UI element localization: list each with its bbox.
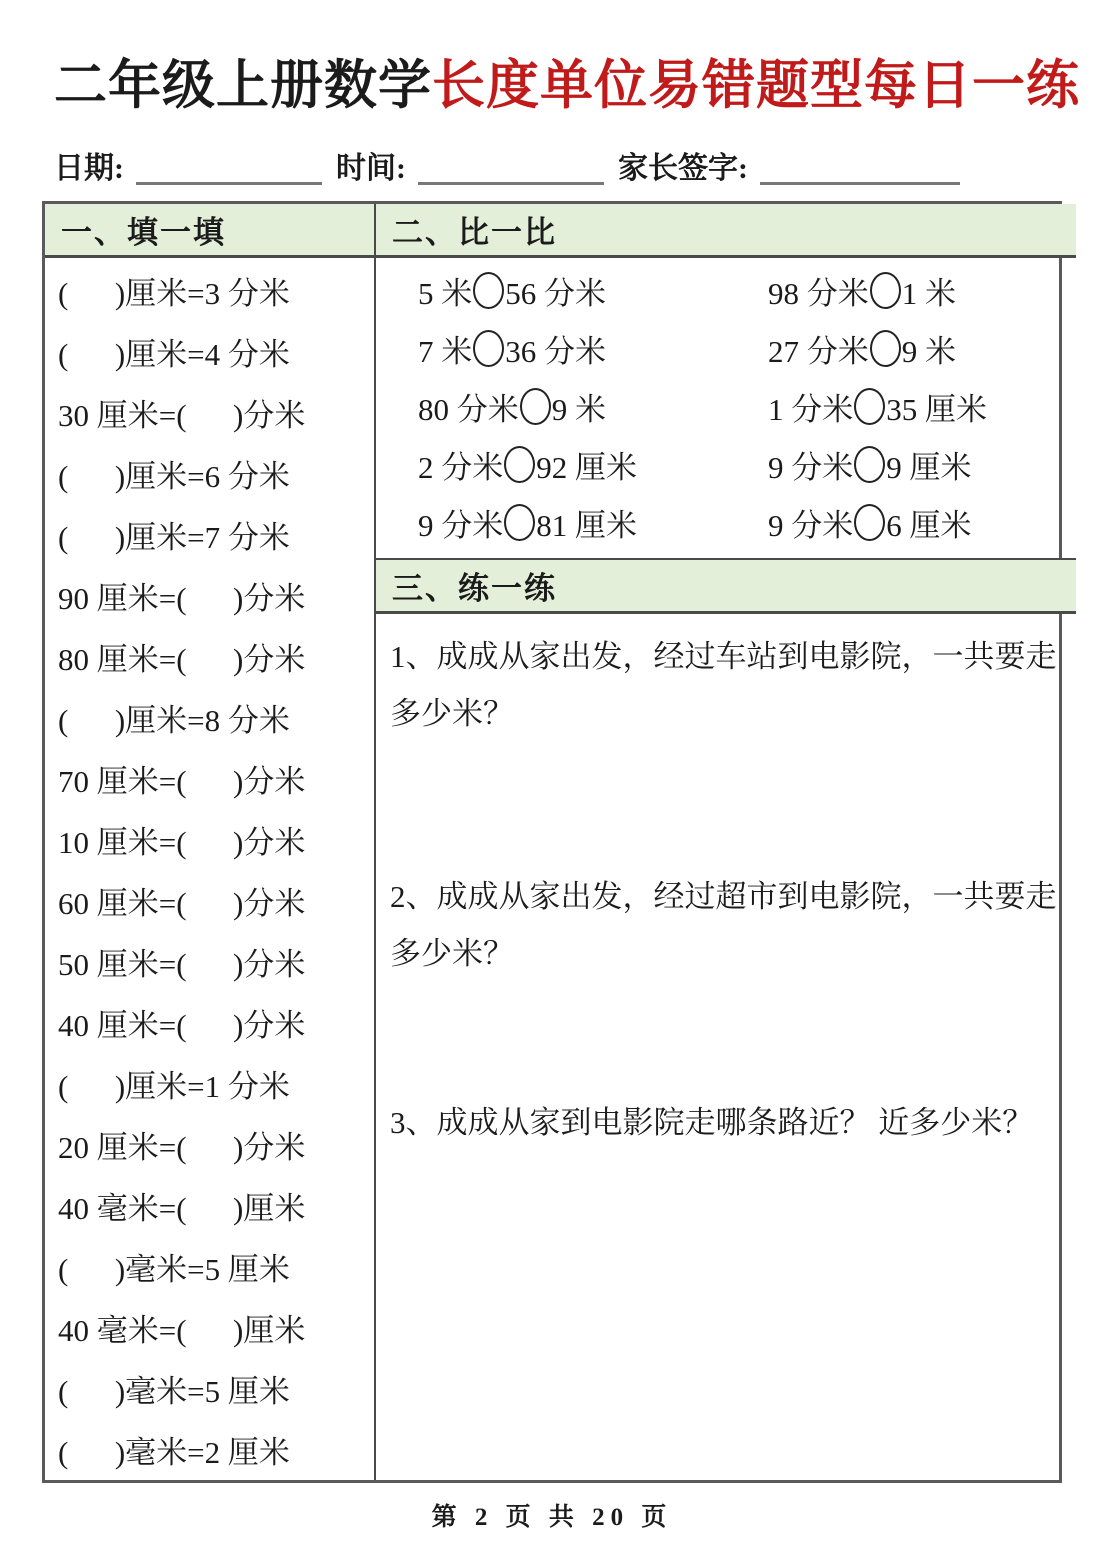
fill-item: 20 厘米=( )分米 <box>58 1129 306 1165</box>
compare-grid <box>376 258 1076 558</box>
compare-left-value: 98 分米 <box>768 276 869 312</box>
compare-right-value: 1 米 <box>901 276 956 312</box>
compare-item <box>376 378 726 436</box>
practice-problem: 2、成成从家出发，经过超市到电影院，一共要走多少米？ <box>390 878 1057 971</box>
compare-circle <box>870 330 901 367</box>
fill-item: 40 毫米=( )厘米 <box>58 1312 306 1348</box>
fill-item: 10 厘米=( )分米 <box>58 824 306 860</box>
compare-item <box>726 262 1076 320</box>
compare-section-header: 二、比一比 <box>376 204 1076 258</box>
compare-item <box>376 436 726 494</box>
title-red-part: 长度单位易错题型每日一练 <box>432 57 1080 115</box>
fill-section-header: 一、填一填 <box>45 204 374 258</box>
fill-item: 40 厘米=( )分米 <box>58 1007 306 1043</box>
compare-left-value: 5 米 <box>418 276 473 312</box>
fill-item: ( )毫米=5 厘米 <box>58 1251 290 1287</box>
compare-left-value: 9 分米 <box>418 508 504 544</box>
title-black-part: 二年级上册数学 <box>54 57 432 115</box>
compare-right-value: 9 米 <box>901 334 956 370</box>
fill-item: ( )厘米=3 分米 <box>58 275 290 311</box>
fill-item: ( )厘米=1 分米 <box>58 1068 290 1104</box>
compare-circle <box>854 388 885 425</box>
compare-left-value: 1 分米 <box>768 392 854 428</box>
compare-circle <box>870 272 901 309</box>
compare-item <box>726 378 1076 436</box>
meta-row <box>54 143 1080 187</box>
page-number: 第 2 页 共 20 页 <box>431 1503 673 1531</box>
fill-item: ( )厘米=8 分米 <box>58 702 290 738</box>
time-label: 时间: <box>336 151 406 185</box>
practice-problem: 1、成成从家出发，经过车站到电影院，一共要走多少米？ <box>390 638 1057 731</box>
fill-section <box>45 204 376 1480</box>
compare-circle <box>854 504 885 541</box>
worksheet-table <box>42 201 1062 1483</box>
fill-item: 90 厘米=( )分米 <box>58 580 306 616</box>
fill-item: ( )厘米=6 分米 <box>58 458 290 494</box>
compare-right-value: 9 厘米 <box>886 450 972 486</box>
fill-item: 40 毫米=( )厘米 <box>58 1190 306 1226</box>
compare-right-value: 36 分米 <box>505 334 606 370</box>
compare-right-value: 56 分米 <box>505 276 606 312</box>
fill-item: 80 厘米=( )分米 <box>58 641 306 677</box>
compare-circle <box>504 446 535 483</box>
compare-right-value: 35 厘米 <box>886 392 987 428</box>
compare-right-value: 9 米 <box>551 392 606 428</box>
fill-list <box>45 258 374 1480</box>
compare-item <box>726 320 1076 378</box>
compare-left-value: 7 米 <box>418 334 473 370</box>
compare-left-value: 9 分米 <box>768 450 854 486</box>
fill-item: ( )毫米=5 厘米 <box>58 1373 290 1409</box>
compare-item <box>726 436 1076 494</box>
compare-right-value: 6 厘米 <box>886 508 972 544</box>
compare-item <box>376 262 726 320</box>
compare-circle <box>473 330 504 367</box>
compare-circle <box>520 388 551 425</box>
fill-item: ( )毫米=2 厘米 <box>58 1434 290 1470</box>
compare-right-value: 81 厘米 <box>536 508 637 544</box>
compare-left-value: 27 分米 <box>768 334 869 370</box>
fill-item: 30 厘米=( )分米 <box>58 397 306 433</box>
practice-section-header: 三、练一练 <box>376 560 1076 614</box>
time-blank-line <box>418 151 604 185</box>
compare-circle <box>854 446 885 483</box>
compare-left-value: 2 分米 <box>418 450 504 486</box>
page-title <box>54 56 1080 117</box>
compare-section <box>376 258 1076 560</box>
compare-right-value: 92 厘米 <box>536 450 637 486</box>
compare-circle <box>473 272 504 309</box>
fill-item: 60 厘米=( )分米 <box>58 885 306 921</box>
fill-item: ( )厘米=4 分米 <box>58 336 290 372</box>
signature-blank-line <box>760 151 960 185</box>
practice-section <box>376 614 1076 1480</box>
fill-item: 50 厘米=( )分米 <box>58 946 306 982</box>
fill-item: ( )厘米=7 分米 <box>58 519 290 555</box>
compare-item <box>376 494 726 552</box>
practice-problem: 3、成成从家到电影院走哪条路近？ 近多少米？ <box>390 1104 1034 1140</box>
date-label: 日期: <box>54 151 124 185</box>
right-column <box>376 204 1076 1480</box>
date-blank-line <box>136 151 322 185</box>
parent-signature-label: 家长签字: <box>618 151 748 185</box>
compare-left-value: 9 分米 <box>768 508 854 544</box>
compare-item <box>726 494 1076 552</box>
compare-left-value: 80 分米 <box>418 392 519 428</box>
compare-circle <box>504 504 535 541</box>
fill-item: 70 厘米=( )分米 <box>58 763 306 799</box>
compare-item <box>376 320 726 378</box>
